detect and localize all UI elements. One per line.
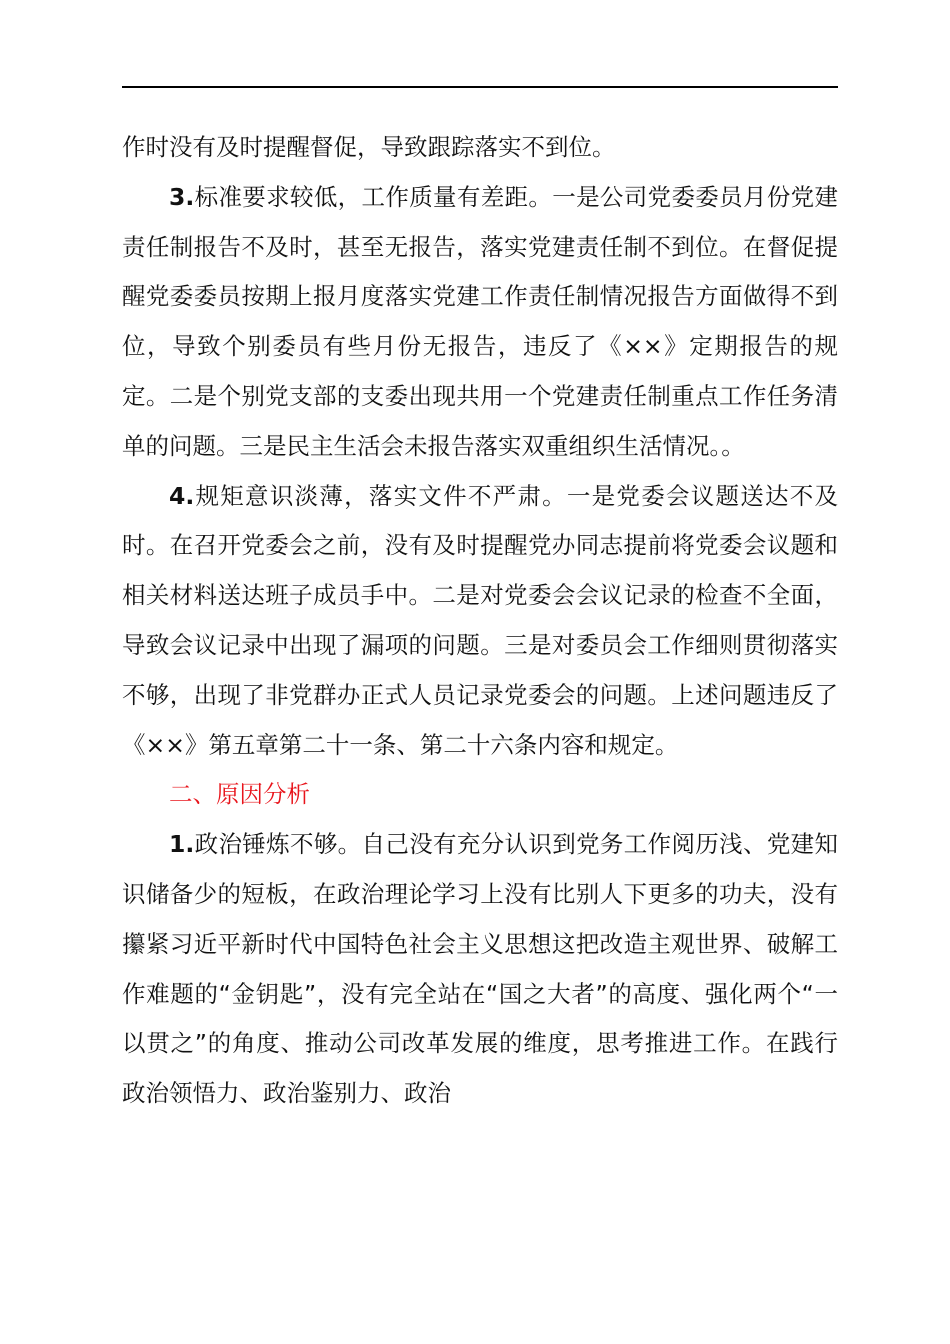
header-rule — [122, 86, 838, 88]
paragraph-item-4 — [122, 472, 838, 771]
paragraph-continuation — [122, 123, 838, 173]
paragraph-number: 1. — [169, 830, 195, 859]
paragraph-number: 3. — [169, 182, 195, 211]
paragraph-text: 标准要求较低，工作质量有差距。一是公司党委委员月份党建责任制报告不及时，甚至无报告，落实党建责任制不到位。在督促提醒党委委员按期上报月度落实党建工作责任制情况报告方面做得不到位，导致个别委员有些月份无报告，违反了《××》定期报告的规定。二是个别党支部的支委出现共用一个党建责任制重点工作任务清单的问题。三是民主生活会未报告落实双重组织生活情况。。 — [122, 182, 838, 460]
paragraph-text: 规矩意识淡薄，落实文件不严肃。一是党委会议题送达不及时。在召开党委会之前，没有及时提醒党办同志提前将党委会议题和相关材料送达班子成员手中。二是对党委会会议记录的检查不全面，导致会议记录中出现了漏项的问题。三是对委员会工作细则贯彻落实不够，出现了非党群办正式人员记录党委会的问题。上述问题违反了《××》第五章第二十一条、第二十六条内容和规定。 — [122, 481, 838, 759]
document-body — [122, 123, 838, 1119]
paragraph-item-3 — [122, 173, 838, 472]
paragraph-item-1 — [122, 820, 838, 1119]
paragraph-text: 政治锤炼不够。自己没有充分认识到党务工作阅历浅、党建知识储备少的短板，在政治理论学习上没有比别人下更多的功夫，没有攥紧习近平新时代中国特色社会主义思想这把改造主观世界、破解工作难题的“金钥匙”，没有完全站在“国之大者”的高度、强化两个“一以贯之”的角度、推动公司改革发展的维度，思考推进工作。在践行政治领悟力、政治鉴别力、政治 — [122, 830, 838, 1108]
paragraph-number: 4. — [169, 481, 195, 510]
section-heading: 二、原因分析 — [169, 780, 310, 809]
paragraph-text: 作时没有及时提醒督促，导致跟踪落实不到位。 — [122, 133, 616, 161]
